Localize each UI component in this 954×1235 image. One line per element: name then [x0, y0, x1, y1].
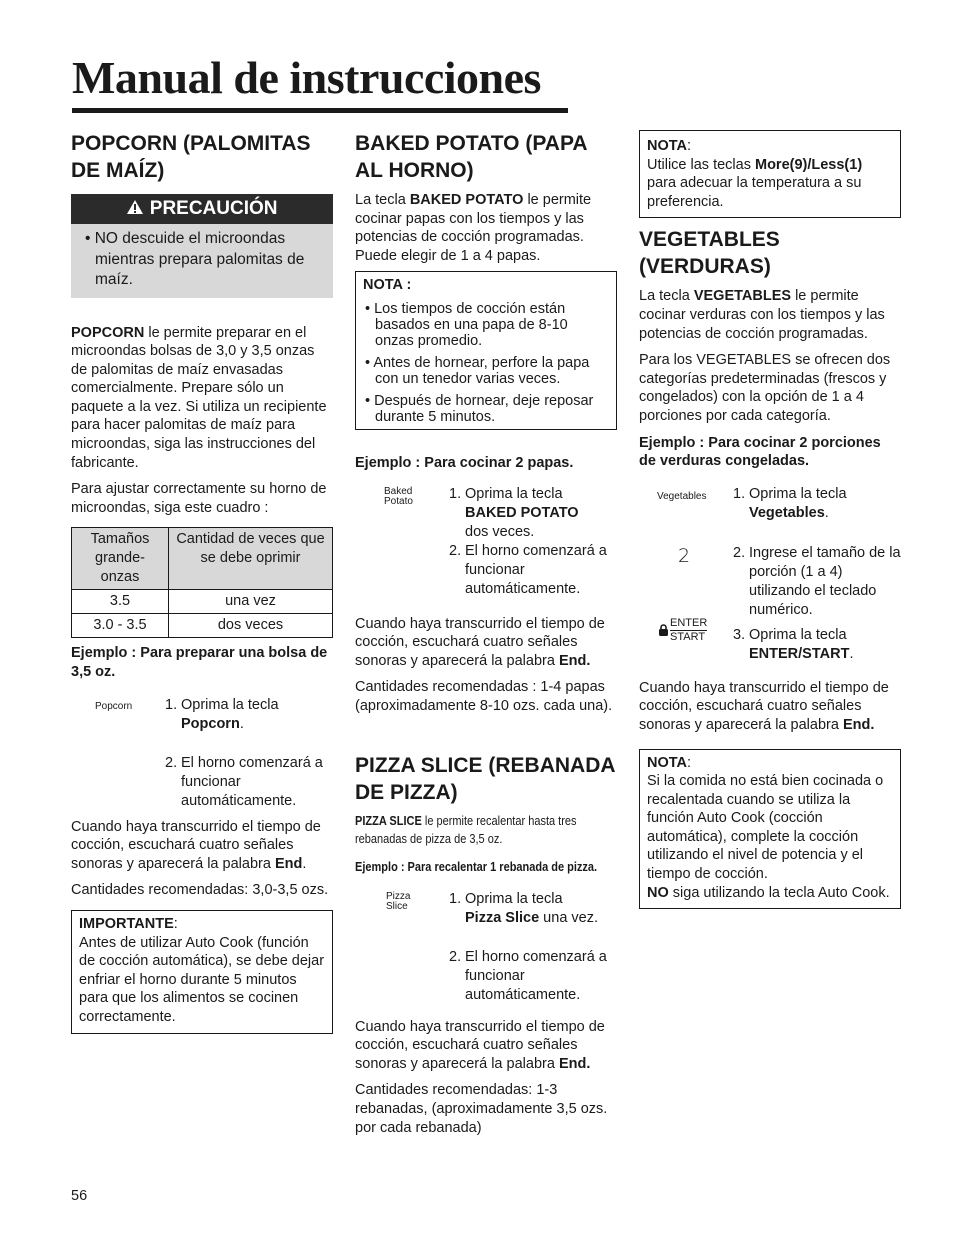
table-header: Tamaños grande- onzas — [72, 528, 169, 590]
step-1: 1. Oprima la tecla Vegetables. — [733, 485, 847, 521]
table-cell: 3.0 - 3.5 — [72, 614, 169, 638]
vegetables-intro: La tecla VEGETABLES le permite cocinar verduras con los tiempos y las potencias de cocción programadas. — [639, 288, 885, 342]
enter-start-key-label: ENTER START — [670, 616, 708, 643]
page-title: Manual de instrucciones — [72, 52, 541, 103]
lock-icon — [658, 623, 669, 642]
step-2: 2. El horno comenzará a funcionar automáticamente. — [449, 542, 607, 597]
popcorn-adjust-text: Para ajustar correctamente su horno de microondas, siga este cuadro : — [71, 481, 327, 516]
baked-potato-intro: La tecla BAKED POTATO le permite cocinar papas con los tiempos y las potencias de cocción programadas. Puede elegir de 1 a 4 papas. — [355, 192, 592, 264]
step-2: 2. El horno comenzará a funcionar automáticamente. — [449, 948, 607, 1003]
pizza-heading: PIZZA SLICE (REBANADA DE PIZZA) — [355, 753, 616, 804]
vegetables-key-label: Vegetables — [657, 490, 707, 502]
vegetables-done-text: Cuando haya transcurrido el tiempo de cocción, escuchará cuatro señales sonoras y aparecerá la palabra End. — [639, 679, 889, 733]
popcorn-section — [71, 130, 333, 1034]
caution-title: PRECAUCIÓN — [149, 198, 278, 219]
step-1: 1. Oprima la tecla BAKED POTATO dos veces. — [449, 485, 579, 540]
popcorn-heading: POPCORN (PALOMITAS DE MAÍZ) — [71, 132, 311, 182]
pizza-steps — [355, 890, 617, 1018]
note-bullet: • Los tiempos de cocción están basados en una papa de 8-10 onzas promedio. — [365, 300, 568, 349]
table-header: Cantidad de veces que se debe oprimir — [169, 528, 333, 590]
pizza-example: Ejemplo : Para recalentar 1 rebanada de pizza. — [355, 859, 598, 874]
vegetables-section — [639, 130, 901, 909]
step-1: 1. Oprima la tecla Popcorn. — [165, 696, 279, 732]
vegetables-steps — [639, 485, 901, 679]
baked-potato-heading: BAKED POTATO (PAPA AL HORNO) — [355, 132, 588, 182]
pizza-done-text: Cuando haya transcurrido el tiempo de cocción, escuchará cuatro señales sonoras y aparecerá la palabra End. — [355, 1018, 605, 1072]
caution-body: • NO descuide el microondas mientras prepara palomitas de maíz. — [71, 224, 333, 298]
caution-text: NO descuide el microondas mientras prepara palomitas de maíz. — [94, 230, 305, 288]
popcorn-steps — [71, 696, 333, 818]
baked-potato-section — [355, 130, 617, 1137]
title-rule — [72, 108, 568, 113]
page-number: 56 — [71, 1188, 88, 1204]
warning-triangle-icon — [126, 199, 144, 215]
baked-potato-steps — [355, 485, 617, 615]
vegetables-heading: VEGETABLES (VERDURAS) — [639, 228, 780, 279]
table-cell: 3.5 — [72, 590, 169, 614]
vegetables-categories: Para los VEGETABLES se ofrecen dos categorías predeterminadas (frescos y congelados) con la opción de 1 a 4 porciones por cada categoría. — [639, 352, 891, 424]
table-cell: una vez — [169, 590, 333, 614]
table-row — [72, 614, 333, 638]
vegetables-example: Ejemplo : Para cocinar 2 porciones de verduras congeladas. — [639, 434, 881, 470]
baked-potato-note-box: NOTA : • Los tiempos de cocción están basados en una papa de 8-10 onzas promedio. • Antes de hornear, perfore la papa con un tenedor varias veces. • Después de hornear, deje reposar durante 5 minutos. — [355, 271, 617, 430]
popcorn-example: Ejemplo : Para preparar una bolsa de 3,5 oz. — [71, 645, 328, 681]
baked-potato-key-label: Baked Potato — [384, 485, 413, 507]
auto-cook-note-box: NOTA: Si la comida no está bien cocinada o recalentada cuando se utiliza la función Auto Cook (cocción automática), complete la cocción utilizando el nivel de potencia y el tiempo de cocción. NO siga utilizando la tecla Auto Cook. — [639, 749, 901, 910]
digit-2-key-label: 2 — [678, 544, 691, 567]
baked-potato-amounts: Cantidades recomendadas : 1-4 papas (aproximadamente 8-10 ozs. cada una). — [355, 679, 613, 714]
pizza-key-label: Pizza Slice — [386, 890, 411, 912]
popcorn-intro: POPCORN le permite preparar en el microondas bolsas de 3,0 y 3,5 onzas de palomitas de maíz envasadas comercialmente. Prepare sólo un paquete a la vez. Si utiliza un recipiente para hacer palomitas de maíz para microondas, siga las instrucciones del fabricante. — [71, 324, 327, 471]
pizza-intro: PIZZA SLICE le permite recalentar hasta tres rebanadas de pizza de 3,5 oz. — [355, 813, 577, 846]
pizza-amounts: Cantidades recomendadas: 1-3 rebanadas, (aproximadamente 3,5 ozs. por cada rebanada) — [355, 1082, 608, 1136]
popcorn-size-table — [71, 527, 333, 638]
step-2: 2. Ingrese el tamaño de la porción (1 a 4) utilizando el teclado numérico. — [733, 544, 901, 618]
caution-banner — [71, 194, 333, 224]
step-3: 3. Oprima la tecla ENTER/START. — [733, 626, 854, 662]
step-1: 1. Oprima la tecla Pizza Slice una vez. — [449, 890, 598, 926]
popcorn-amounts: Cantidades recomendadas: 3,0-3,5 ozs. — [71, 882, 329, 899]
more-less-note-box: NOTA: Utilice las teclas More(9)/Less(1) para adecuar la temperatura a su preferencia. — [639, 130, 901, 218]
table-cell: dos veces — [169, 614, 333, 638]
important-box: IMPORTANTE: Antes de utilizar Auto Cook (función de cocción automática), se debe dejar enfriar el horno durante 5 minutos para que los alimentos se cocinen correctamente. — [71, 910, 333, 1034]
note-bullet: • Después de hornear, deje reposar durante 5 minutos. — [365, 392, 594, 425]
popcorn-done-text: Cuando haya transcurrido el tiempo de cocción, escuchará cuatro señales sonoras y aparecerá la palabra End. — [71, 818, 321, 872]
step-2: 2. El horno comenzará a funcionar automáticamente. — [165, 754, 323, 809]
note-bullet: • Antes de hornear, perfore la papa con un tenedor varias veces. — [365, 354, 590, 387]
table-row — [72, 590, 333, 614]
popcorn-key-label: Popcorn — [95, 700, 133, 712]
baked-potato-example: Ejemplo : Para cocinar 2 papas. — [355, 454, 574, 471]
baked-potato-done-text: Cuando haya transcurrido el tiempo de cocción, escuchará cuatro señales sonoras y aparecerá la palabra End. — [355, 615, 605, 669]
